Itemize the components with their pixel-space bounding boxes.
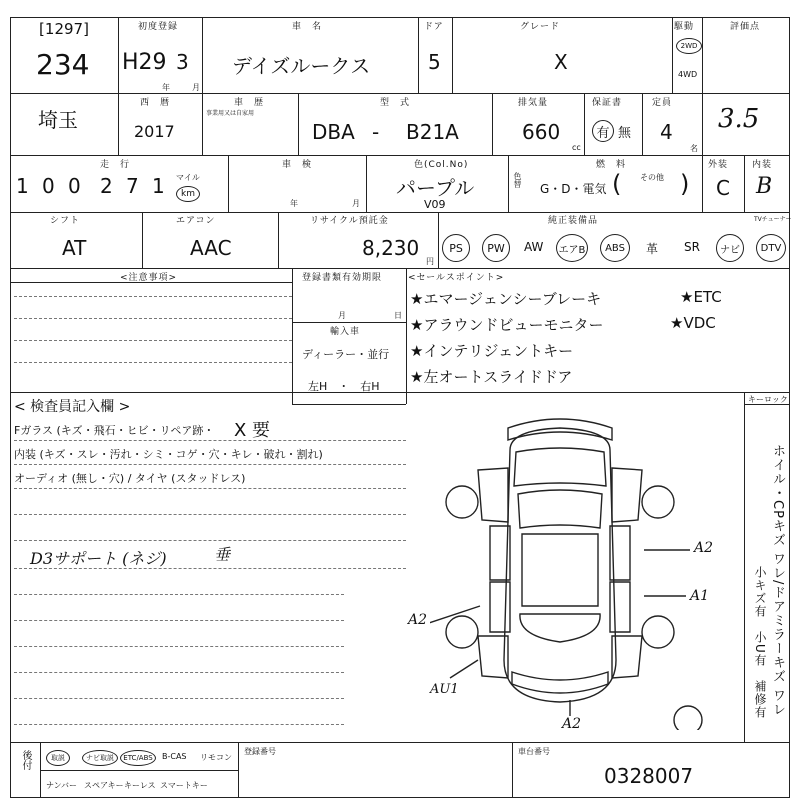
footer-keyless: キーレス bbox=[124, 781, 156, 790]
sales-point-2: ★アラウンドビューモニター bbox=[410, 316, 604, 334]
footer-remote: リモコン bbox=[200, 753, 232, 762]
rule-1 bbox=[10, 93, 790, 94]
h-f-a bbox=[40, 770, 238, 771]
inspector-line-1: Fガラス (キズ・飛石・ヒビ・リペア跡・ bbox=[14, 424, 215, 437]
equip-sr: SR bbox=[684, 240, 700, 254]
shift-label: シフト bbox=[50, 216, 81, 226]
mark-au1: AU1 bbox=[430, 682, 459, 697]
damage-legend: ホイル・CPキズ ワレ/ドアミラーキズ ワレ bbox=[770, 444, 785, 717]
car-name-label: 車 名 bbox=[292, 22, 323, 32]
rule-3 bbox=[10, 212, 790, 213]
month-unit: 月 bbox=[192, 83, 200, 92]
mileage-digit-1: 1 bbox=[16, 174, 29, 198]
chassis-label: 車台番号 bbox=[518, 747, 550, 756]
footer-spare-key: スペアキー bbox=[84, 781, 124, 790]
cc-unit: cc bbox=[572, 143, 581, 152]
yen-unit: 円 bbox=[426, 257, 434, 266]
sales-label: <セールスポイント> bbox=[408, 273, 505, 283]
inspector-line-3: オーディオ (無し・穴) / タイヤ (スタッドレス) bbox=[14, 472, 246, 485]
door-label: ドア bbox=[424, 22, 444, 32]
footer-smart-key: スマートキー bbox=[160, 781, 208, 790]
year-unit: 年 bbox=[162, 83, 170, 92]
drive-2wd: 2WD bbox=[676, 38, 702, 54]
score-label: 評価点 bbox=[730, 22, 761, 32]
number-box: [1297] bbox=[39, 20, 89, 38]
color-no: V09 bbox=[424, 198, 446, 211]
v-n-b bbox=[406, 268, 407, 404]
equip-navi: ナビ bbox=[716, 234, 744, 262]
dealer-choice: ディーラー・並行 bbox=[302, 348, 390, 361]
inspection-month: 月 bbox=[352, 199, 360, 208]
mileage-digit-2: 0 bbox=[42, 174, 55, 198]
fuel-label: 燃 料 bbox=[596, 160, 627, 170]
v-r3-d bbox=[702, 155, 703, 212]
first-reg-year: H29 bbox=[122, 50, 167, 75]
v-r3-a bbox=[228, 155, 229, 212]
inspector-dash-7 bbox=[14, 594, 344, 595]
car-spare-wheel bbox=[674, 706, 702, 730]
chassis-number: 0328007 bbox=[604, 764, 694, 788]
fuel-open: ( bbox=[612, 170, 622, 198]
equip-pw: PW bbox=[482, 234, 510, 262]
mileage-unit-km: km bbox=[176, 186, 200, 202]
mark-a2-bottom: A2 bbox=[562, 716, 582, 732]
inspector-title: < 検査員記入欄 > bbox=[14, 399, 131, 415]
drive-label: 駆動 bbox=[674, 22, 695, 32]
color: パープル bbox=[396, 176, 475, 200]
western-label: 西 暦 bbox=[140, 98, 171, 108]
number-label: 1297 bbox=[44, 20, 84, 38]
v-r4-a bbox=[142, 212, 143, 268]
car-right-rear-door bbox=[610, 582, 630, 632]
rule-4 bbox=[10, 268, 790, 269]
sales-point-vdc: ★VDC bbox=[670, 314, 716, 332]
v-r1-e bbox=[672, 17, 673, 93]
inspector-line-1-note: X 要 bbox=[234, 420, 271, 441]
rule-5 bbox=[10, 392, 790, 393]
v-r1-d bbox=[452, 17, 453, 93]
car-right-front-fender bbox=[612, 468, 642, 522]
fuel-other: その他 bbox=[640, 173, 664, 182]
inspector-dash-1 bbox=[14, 440, 406, 441]
h-n-b bbox=[292, 322, 406, 323]
recycle: 8,230 bbox=[362, 236, 420, 260]
exterior-label: 外装 bbox=[708, 160, 729, 170]
shift: AT bbox=[62, 236, 87, 260]
first-reg-month: 3 bbox=[176, 50, 189, 74]
v-r3-e bbox=[744, 155, 745, 212]
equip-leather: 革 bbox=[646, 242, 659, 256]
v-r1-f bbox=[702, 17, 703, 155]
first-reg-label: 初度登録 bbox=[138, 22, 179, 32]
v-r2-f bbox=[642, 93, 643, 155]
inspection-year: 年 bbox=[290, 199, 298, 208]
v-r2-d bbox=[492, 93, 493, 155]
inspector-dash-8 bbox=[14, 620, 344, 621]
doors: 5 bbox=[428, 50, 441, 74]
history-label: 車 歴 bbox=[234, 98, 265, 108]
inspector-dash-2 bbox=[14, 464, 406, 465]
rule-6 bbox=[10, 742, 790, 743]
sales-point-etc: ★ETC bbox=[680, 288, 722, 306]
interior: B bbox=[756, 174, 773, 199]
sales-point-1: ★エマージェンシーブレーキ bbox=[410, 290, 602, 308]
rule-top bbox=[10, 17, 790, 18]
caution-line-4 bbox=[14, 362, 292, 363]
grade-label: グレード bbox=[520, 22, 561, 32]
car-body-outline bbox=[504, 428, 616, 702]
car-rear-bumper bbox=[512, 672, 608, 693]
drive-4wd: 4WD bbox=[678, 70, 698, 79]
person-unit: 名 bbox=[690, 144, 698, 153]
mileage-digit-4: 2 bbox=[100, 174, 113, 198]
western-year: 2017 bbox=[134, 122, 175, 141]
footer-row-label: 後付 bbox=[20, 750, 31, 770]
v-r1-a bbox=[118, 17, 119, 93]
capacity-label: 定員 bbox=[652, 98, 673, 108]
footer-bcas: B-CAS bbox=[162, 752, 187, 761]
color-change-label: 色替 bbox=[513, 172, 522, 188]
caution-line-3 bbox=[14, 340, 292, 341]
history-sub: 事業用又は自家用 bbox=[206, 110, 255, 117]
exterior: C bbox=[716, 176, 730, 200]
caution-line-1 bbox=[14, 296, 292, 297]
car-left-front-fender bbox=[478, 468, 508, 522]
caution-label: <注意事項> bbox=[120, 273, 178, 283]
ac: AAC bbox=[190, 236, 232, 260]
inspector-handwritten-mark: 垂 bbox=[214, 545, 231, 564]
mileage-digit-3: 0 bbox=[68, 174, 81, 198]
inspector-dash-3 bbox=[14, 488, 406, 489]
damage-legend-2: 小キズ有 小U有 補修有 bbox=[753, 566, 767, 719]
sales-point-3: ★インテリジェントキー bbox=[410, 342, 574, 360]
sales-point-4: ★左オートスライドドア bbox=[410, 368, 573, 386]
inspection-label: 車 検 bbox=[282, 160, 313, 170]
ac-label: エアコン bbox=[176, 216, 216, 226]
car-roof bbox=[522, 534, 598, 606]
equip-dtv: DTV bbox=[756, 234, 786, 262]
model-code: B21A bbox=[406, 120, 459, 144]
mark-a2-right: A2 bbox=[694, 540, 714, 556]
model-dash: - bbox=[372, 120, 380, 144]
model-prefix: DBA bbox=[312, 120, 355, 144]
footer-etc-abs: ETC/ABS bbox=[120, 750, 156, 766]
fuel-close: ) bbox=[680, 170, 690, 198]
rule-2 bbox=[10, 155, 790, 156]
leader-a2-left bbox=[430, 606, 480, 626]
v-r2-b bbox=[202, 93, 203, 155]
grade: X bbox=[554, 50, 568, 74]
equipment-label: 純正装備品 bbox=[548, 216, 599, 226]
caution-line-2 bbox=[14, 318, 292, 319]
fuel-text: G・D・電気 bbox=[540, 182, 607, 196]
v-n-a bbox=[292, 268, 293, 404]
warranty-yes: 有 bbox=[592, 120, 614, 142]
equip-ps: PS bbox=[442, 234, 470, 262]
equip-airbag: エアB bbox=[556, 234, 588, 262]
car-left-rear-door bbox=[490, 582, 510, 632]
car-wheel-rear-right bbox=[642, 616, 674, 648]
key-label: キーロック bbox=[748, 395, 788, 404]
color-label: 色(Col.No) bbox=[414, 160, 469, 170]
car-wheel-front-right bbox=[642, 486, 674, 518]
inspector-handwritten: D3サポート (ネジ) bbox=[30, 549, 167, 568]
tuner-label: TVチューナー bbox=[754, 216, 792, 223]
h-n-a bbox=[292, 404, 406, 405]
v-r4-c bbox=[438, 212, 439, 268]
mileage-digit-6: 1 bbox=[152, 174, 165, 198]
inspector-dash-6 bbox=[14, 568, 406, 569]
v-r1-b bbox=[202, 17, 203, 93]
v-f-b bbox=[238, 742, 239, 797]
mileage-unit-mile: マイル bbox=[176, 173, 200, 182]
car-rear-window bbox=[520, 614, 600, 642]
car-windshield bbox=[518, 490, 602, 528]
rule-bottom bbox=[10, 797, 790, 798]
inspector-dash-12 bbox=[14, 724, 344, 725]
leader-au1 bbox=[450, 660, 478, 678]
displacement-label: 排気量 bbox=[518, 98, 549, 108]
recycle-label: リサイクル預託金 bbox=[310, 216, 389, 226]
inspector-dash-5 bbox=[14, 540, 406, 541]
lot-number: 234 bbox=[36, 48, 90, 81]
footer-number: ナンバー bbox=[46, 781, 78, 790]
v-r2-a bbox=[118, 93, 119, 155]
v-legend bbox=[744, 392, 745, 742]
interior-label: 内装 bbox=[752, 160, 773, 170]
v-r1-c bbox=[418, 17, 419, 93]
warranty-no: 無 bbox=[618, 126, 632, 141]
equip-aw: AW bbox=[524, 240, 544, 254]
rule-left bbox=[10, 17, 11, 797]
handle-choice: 左H ・ 右H bbox=[308, 380, 380, 393]
inspector-line-2: 内装 (キズ・スレ・汚れ・シミ・コゲ・穴・キレ・破れ・割れ) bbox=[14, 448, 323, 461]
region: 埼玉 bbox=[38, 108, 78, 132]
v-r4-b bbox=[278, 212, 279, 268]
car-diagram bbox=[430, 410, 730, 730]
mark-a1-right: A1 bbox=[690, 588, 710, 604]
equip-abs: ABS bbox=[600, 234, 630, 262]
v-r3-b bbox=[366, 155, 367, 212]
mark-a2-left: A2 bbox=[408, 612, 428, 628]
car-name: デイズルークス bbox=[232, 54, 371, 78]
inspector-dash-11 bbox=[14, 698, 344, 699]
import-label: 輸入車 bbox=[330, 327, 361, 337]
car-hood bbox=[514, 448, 606, 486]
inspector-dash-4 bbox=[14, 514, 406, 515]
reg-month: 月 bbox=[338, 311, 346, 320]
mileage-label: 走 行 bbox=[100, 160, 131, 170]
inspector-dash-9 bbox=[14, 646, 344, 647]
v-r3-c bbox=[508, 155, 509, 212]
mileage-digit-5: 7 bbox=[126, 174, 139, 198]
car-wheel-front-left bbox=[446, 486, 478, 518]
model-label: 型 式 bbox=[380, 98, 411, 108]
footer-manual: 取説 bbox=[46, 750, 70, 766]
v-f-c bbox=[512, 742, 513, 797]
warranty-label: 保証書 bbox=[592, 98, 623, 108]
capacity: 4 bbox=[660, 120, 673, 144]
footer-navi-manual: ナビ取説 bbox=[82, 750, 118, 766]
reg-number-label: 登録番号 bbox=[244, 747, 276, 756]
rule-right bbox=[789, 17, 790, 797]
car-front-bumper bbox=[508, 419, 612, 440]
reg-day: 日 bbox=[394, 311, 402, 320]
score: 3.5 bbox=[718, 104, 760, 134]
inspector-dash-10 bbox=[14, 672, 344, 673]
car-wheel-rear-left bbox=[446, 616, 478, 648]
displacement: 660 bbox=[522, 120, 561, 144]
v-r2-c bbox=[298, 93, 299, 155]
registration-label: 登録書類有効期限 bbox=[302, 273, 383, 283]
v-r2-e bbox=[584, 93, 585, 155]
